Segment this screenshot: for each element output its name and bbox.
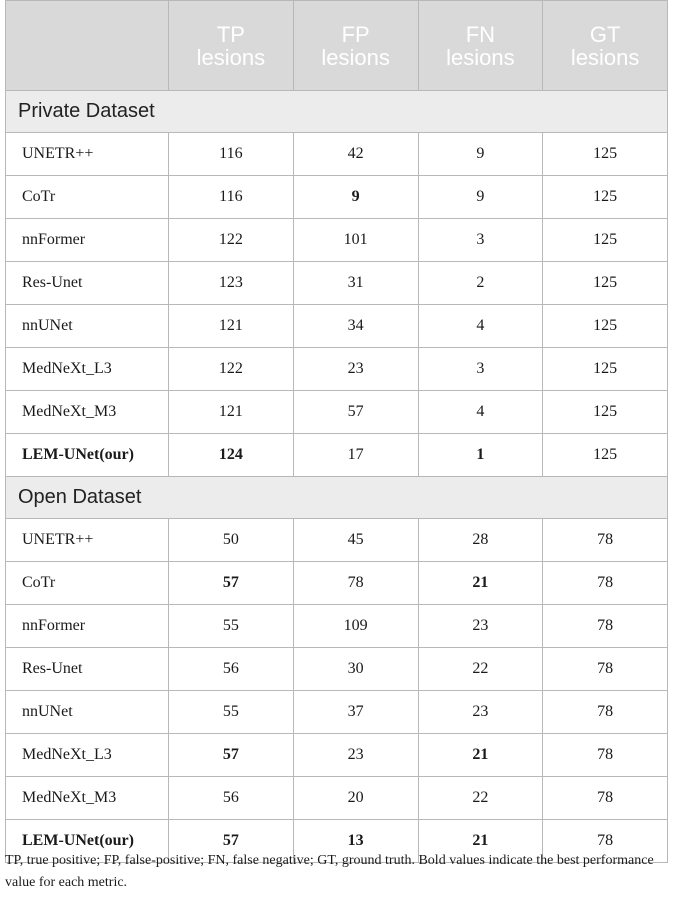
tp-value-cell: 55 xyxy=(169,691,294,734)
fn-value-cell: 28 xyxy=(418,519,543,562)
fn-value-cell: 3 xyxy=(418,348,543,391)
fn-value-cell: 22 xyxy=(418,777,543,820)
fp-value-cell: 23 xyxy=(293,348,418,391)
method-name-cell: MedNeXt_L3 xyxy=(6,734,169,777)
tp-value-cell: 116 xyxy=(169,133,294,176)
table-row xyxy=(6,176,668,219)
gt-value-cell: 125 xyxy=(543,434,668,477)
fp-value-cell: 9 xyxy=(293,176,418,219)
tp-value-cell: 122 xyxy=(169,219,294,262)
fn-value-cell: 9 xyxy=(418,133,543,176)
table-row xyxy=(6,777,668,820)
table-row xyxy=(6,262,668,305)
fn-value-cell: 4 xyxy=(418,391,543,434)
fp-value-cell: 109 xyxy=(293,605,418,648)
fp-value-cell: 13 xyxy=(293,820,418,863)
tp-value-cell: 116 xyxy=(169,176,294,219)
fp-value-cell: 17 xyxy=(293,434,418,477)
gt-value-cell: 78 xyxy=(543,691,668,734)
gt-value-cell: 125 xyxy=(543,391,668,434)
section-title: Private Dataset xyxy=(6,91,668,133)
table-row xyxy=(6,133,668,176)
fn-value-cell: 21 xyxy=(418,562,543,605)
gt-value-cell: 78 xyxy=(543,734,668,777)
method-name-cell: MedNeXt_M3 xyxy=(6,777,169,820)
fp-value-cell: 34 xyxy=(293,305,418,348)
method-name-cell: UNETR++ xyxy=(6,133,169,176)
gt-value-cell: 78 xyxy=(543,562,668,605)
gt-value-cell: 78 xyxy=(543,519,668,562)
fn-value-cell: 21 xyxy=(418,820,543,863)
fn-value-cell: 1 xyxy=(418,434,543,477)
table-footnote: TP, true positive; FP, false-positive; FN, false negative; GT, ground truth. Bold values indicate the best performance value for each metric. xyxy=(5,853,654,890)
gt-value-cell: 125 xyxy=(543,176,668,219)
section-title: Open Dataset xyxy=(6,477,668,519)
fp-value-cell: 42 xyxy=(293,133,418,176)
fp-value-cell: 31 xyxy=(293,262,418,305)
header-row xyxy=(6,1,668,91)
fn-value-cell: 4 xyxy=(418,305,543,348)
fp-value-cell: 30 xyxy=(293,648,418,691)
fn-value-cell: 23 xyxy=(418,691,543,734)
table-row xyxy=(6,691,668,734)
header-cell-gt: GT lesions xyxy=(543,1,668,91)
fp-value-cell: 37 xyxy=(293,691,418,734)
method-name-cell: nnFormer xyxy=(6,219,169,262)
header-cell-empty xyxy=(6,1,169,91)
method-name-cell: nnUNet xyxy=(6,305,169,348)
tp-value-cell: 123 xyxy=(169,262,294,305)
gt-value-cell: 125 xyxy=(543,305,668,348)
fp-value-cell: 101 xyxy=(293,219,418,262)
header-cell-fn: FN lesions xyxy=(418,1,543,91)
results-table xyxy=(5,0,668,863)
fn-value-cell: 3 xyxy=(418,219,543,262)
table-row xyxy=(6,348,668,391)
method-name-cell: UNETR++ xyxy=(6,519,169,562)
tp-value-cell: 57 xyxy=(169,734,294,777)
header-cell-fp: FP lesions xyxy=(293,1,418,91)
tp-value-cell: 56 xyxy=(169,777,294,820)
method-name-cell: LEM-UNet(our) xyxy=(6,820,169,863)
tp-value-cell: 55 xyxy=(169,605,294,648)
tp-value-cell: 57 xyxy=(169,562,294,605)
table-row xyxy=(6,219,668,262)
method-name-cell: MedNeXt_M3 xyxy=(6,391,169,434)
tp-value-cell: 122 xyxy=(169,348,294,391)
gt-value-cell: 125 xyxy=(543,219,668,262)
table-row xyxy=(6,734,668,777)
fn-value-cell: 9 xyxy=(418,176,543,219)
gt-value-cell: 125 xyxy=(543,348,668,391)
method-name-cell: nnUNet xyxy=(6,691,169,734)
gt-value-cell: 125 xyxy=(543,262,668,305)
fp-value-cell: 23 xyxy=(293,734,418,777)
gt-value-cell: 125 xyxy=(543,133,668,176)
fp-value-cell: 45 xyxy=(293,519,418,562)
table-row xyxy=(6,305,668,348)
fp-value-cell: 20 xyxy=(293,777,418,820)
method-name-cell: MedNeXt_L3 xyxy=(6,348,169,391)
tp-value-cell: 121 xyxy=(169,305,294,348)
section-header-row xyxy=(6,477,668,519)
tp-value-cell: 50 xyxy=(169,519,294,562)
gt-value-cell: 78 xyxy=(543,648,668,691)
fn-value-cell: 23 xyxy=(418,605,543,648)
table-row xyxy=(6,605,668,648)
method-name-cell: CoTr xyxy=(6,176,169,219)
method-name-cell: Res-Unet xyxy=(6,262,169,305)
fp-value-cell: 57 xyxy=(293,391,418,434)
fp-value-cell: 78 xyxy=(293,562,418,605)
fn-value-cell: 22 xyxy=(418,648,543,691)
method-name-cell: CoTr xyxy=(6,562,169,605)
tp-value-cell: 56 xyxy=(169,648,294,691)
method-name-cell: Res-Unet xyxy=(6,648,169,691)
header-cell-tp: TP lesions xyxy=(169,1,294,91)
method-name-cell: nnFormer xyxy=(6,605,169,648)
tp-value-cell: 57 xyxy=(169,820,294,863)
method-name-cell: LEM-UNet(our) xyxy=(6,434,169,477)
gt-value-cell: 78 xyxy=(543,777,668,820)
gt-value-cell: 78 xyxy=(543,605,668,648)
table-row xyxy=(6,434,668,477)
fn-value-cell: 21 xyxy=(418,734,543,777)
table-row xyxy=(6,391,668,434)
table-row xyxy=(6,562,668,605)
table-row xyxy=(6,519,668,562)
fn-value-cell: 2 xyxy=(418,262,543,305)
section-header-row xyxy=(6,91,668,133)
table-row xyxy=(6,648,668,691)
gt-value-cell: 78 xyxy=(543,820,668,863)
tp-value-cell: 121 xyxy=(169,391,294,434)
tp-value-cell: 124 xyxy=(169,434,294,477)
